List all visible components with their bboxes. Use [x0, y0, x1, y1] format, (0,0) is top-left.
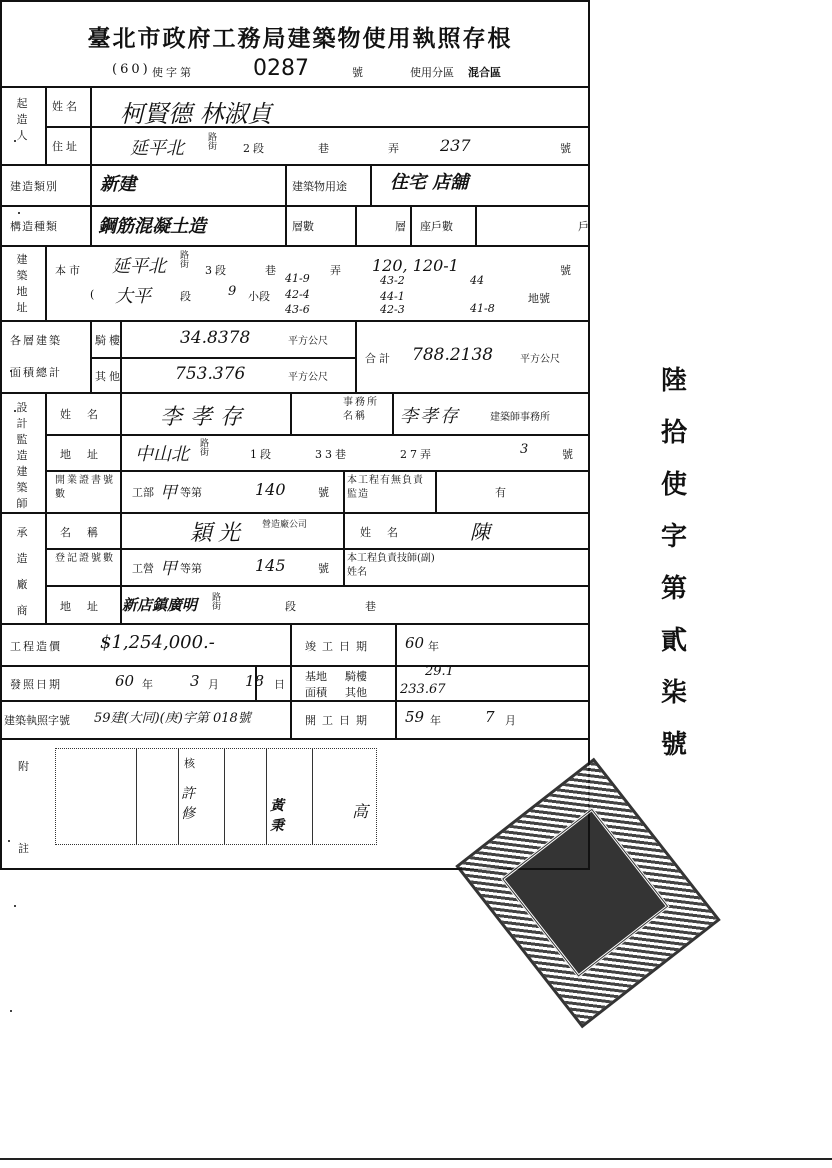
units-label: 座戶數 [420, 220, 453, 233]
contractor-reg-suffix: 號 [318, 562, 332, 575]
site-subsection-unit: 小段 [248, 290, 270, 303]
designer-lane: 33巷 [315, 448, 349, 461]
start-year: 59 [405, 708, 425, 726]
designer-address-street: 中山北 [135, 444, 189, 465]
floors-unit: 層 [395, 220, 409, 233]
site-numbers: 120, 120-1 [372, 256, 459, 275]
contractor-tech-label: 本工程負責技師(副)姓名 [347, 553, 435, 578]
units-unit: 戶 [578, 220, 589, 233]
applicant-road-unit: 路街 [208, 133, 218, 152]
structure-label: 構造種類 [10, 220, 58, 233]
designer-section: 1段 [250, 448, 274, 461]
signature-box [55, 748, 377, 845]
designer-reg-grade: 甲 [160, 483, 177, 503]
contractor-address-label: 地址 [60, 600, 114, 613]
signature-3: 高 [352, 802, 369, 821]
license-prefix: 使字第 [152, 66, 194, 79]
form-title: 臺北市政府工務局建築物使用執照存根 [87, 25, 513, 52]
completion-label: 竣工日期 [305, 640, 373, 653]
signature-label: 核 [184, 757, 198, 770]
other-unit: 平方公尺 [288, 372, 328, 383]
total-label: 合計 [365, 352, 393, 365]
designer-reg-number: 140 [255, 480, 286, 499]
supervisor-label: 本工程有無負責監造 [347, 475, 424, 500]
contractor-lane: 巷 [365, 600, 379, 613]
issue-month: 3 [190, 672, 200, 690]
site-alley: 弄 [330, 264, 344, 277]
contractor-address-value: 新店鎮廣明 [122, 596, 198, 614]
construction-type-label: 建造類別 [10, 180, 58, 193]
designer-number: 3 [520, 442, 529, 457]
supervisor-value: 有 [495, 486, 509, 499]
site-subsection: 9 [228, 284, 237, 299]
contractor-reg-grade: 甲 [160, 559, 177, 579]
applicant-address-label: 住址 [52, 140, 80, 153]
applicant-alley: 弄 [388, 142, 402, 155]
start-month-unit: 月 [505, 714, 519, 727]
arcade-label: 騎樓 [95, 334, 123, 347]
site-lot-8: 41-8 [470, 302, 495, 315]
site-lot-7: 42-3 [380, 303, 405, 316]
other-value: 753.376 [175, 364, 246, 384]
office-value: 李孝存 [400, 406, 460, 427]
designer-group-label: 設計監造建築師 [16, 401, 28, 510]
contractor-reg-label: 登記證號數 [55, 553, 115, 564]
applicant-name-value: 柯賢德 林淑貞 [120, 100, 272, 128]
site-area-label-2: 面積 [305, 686, 327, 699]
total-value: 788.2138 [412, 345, 494, 365]
signature-2: 黃秉 [270, 798, 284, 834]
applicant-lane: 巷 [318, 142, 332, 155]
designer-reg-label: 開業證書號數 [55, 475, 115, 500]
site-land-section-unit: 段 [180, 290, 194, 303]
arcade-unit: 平方公尺 [288, 336, 328, 347]
contractor-person-value: 陳 [470, 520, 490, 544]
side-char-8: 號 [660, 730, 687, 760]
issue-date-label: 發照日期 [10, 678, 62, 691]
building-permit-value: 59建(大同)(庚)字第 018號 [94, 711, 251, 726]
side-char-3: 使 [660, 470, 687, 500]
designer-reg-prefix: 工部 [132, 486, 154, 499]
side-char-7: 柒 [660, 678, 687, 708]
contractor-person-label: 姓名 [360, 526, 414, 539]
building-use-value: 住宅 店舖 [390, 172, 469, 193]
contractor-reg-number: 145 [255, 556, 286, 575]
site-lot-1: 41-9 [285, 272, 310, 285]
contractor-reg-mid: 等第 [180, 562, 202, 575]
issue-month-unit: 月 [208, 678, 222, 691]
start-year-unit: 年 [430, 714, 444, 727]
contractor-name-label: 名稱 [60, 526, 114, 539]
site-lot-2: 43-2 [380, 274, 405, 287]
designer-hao: 號 [562, 448, 576, 461]
zone-value: 混合區 [468, 66, 501, 79]
contractor-name-suffix: 營造廠公司 [262, 520, 308, 530]
site-other-value: 233.67 [400, 682, 446, 697]
site-lot-unit: 地號 [528, 292, 550, 305]
issue-year-unit: 年 [142, 678, 156, 691]
site-paren: ( [90, 288, 98, 301]
side-char-2: 拾 [660, 418, 687, 448]
start-date-label: 開工日期 [305, 714, 373, 727]
floors-label: 層數 [292, 220, 314, 233]
site-other-label: 其他 [345, 686, 367, 699]
total-unit: 平方公尺 [520, 354, 560, 365]
issue-day-unit: 日 [274, 678, 288, 691]
zone-label: 使用分區 [410, 66, 454, 79]
office-suffix: 建築師事務所 [490, 412, 550, 423]
site-lot-6: 43-6 [285, 303, 310, 316]
applicant-hao: 號 [560, 142, 574, 155]
site-lot-4: 42-4 [285, 288, 310, 301]
contractor-group-label: 承造廠商 [16, 526, 28, 617]
site-label: 建築地址 [16, 253, 28, 314]
side-char-1: 陸 [660, 366, 687, 396]
other-label: 其他 [95, 370, 123, 383]
contractor-road-unit: 路街 [212, 593, 222, 612]
building-use-label: 建築物用途 [292, 180, 347, 193]
site-lot-3: 44 [470, 274, 484, 287]
contractor-reg-prefix: 工營 [132, 562, 154, 575]
designer-name-label: 姓名 [60, 408, 114, 421]
site-area-label-1: 基地 [305, 670, 327, 683]
site-land-section: 大平 [115, 286, 151, 307]
site-city: 本市 [55, 264, 83, 277]
applicant-number: 237 [440, 136, 471, 155]
applicant-section: 2段 [243, 142, 267, 155]
remarks-label-top: 附 [18, 760, 32, 773]
floor-area-label-2: 面積總計 [10, 366, 62, 379]
designer-name-value: 李孝存 [160, 405, 251, 430]
site-hao: 號 [560, 264, 574, 277]
site-arcade-label: 騎樓 [345, 670, 367, 683]
signature-1: 許修 [181, 786, 195, 822]
license-suffix: 號 [352, 66, 366, 79]
side-char-4: 字 [660, 522, 687, 552]
contractor-section: 段 [285, 600, 299, 613]
floor-area-label-1: 各層建築 [10, 334, 62, 347]
construction-type-value: 新建 [100, 174, 136, 195]
site-lot-5: 44-1 [380, 290, 405, 303]
designer-road-unit: 路街 [200, 439, 210, 458]
designer-reg-suffix: 號 [318, 486, 332, 499]
applicant-name-label: 姓名 [52, 100, 80, 113]
site-road-unit: 路街 [180, 251, 190, 270]
office-label: 事務所名稱 [343, 397, 379, 422]
side-char-5: 第 [660, 574, 687, 604]
issue-year: 60 [115, 672, 135, 690]
contractor-name-value: 穎光 [190, 521, 247, 546]
license-number: 0287 [253, 56, 309, 81]
issue-day: 18 [245, 672, 265, 690]
completion-year: 60 [405, 634, 425, 652]
site-street: 延平北 [112, 256, 166, 277]
site-lane: 巷 [265, 264, 279, 277]
designer-address-label: 地址 [60, 448, 114, 461]
license-year: (60) [112, 62, 151, 77]
start-month: 7 [485, 708, 495, 726]
cost-value: $1,254,000.- [100, 632, 215, 653]
applicant-address-street: 延平北 [130, 138, 184, 159]
building-permit-label: 建築執照字號 [4, 714, 70, 727]
arcade-value: 34.8378 [180, 328, 251, 348]
applicant-group-label: 起造人 [16, 97, 28, 142]
structure-value: 鋼筋混凝土造 [98, 216, 206, 237]
completion-year-unit: 年 [428, 640, 442, 653]
cost-label: 工程造價 [10, 640, 62, 653]
remarks-label-bottom: 註 [18, 842, 32, 855]
site-arcade-value: 29.1 [425, 664, 454, 679]
site-section: 3段 [205, 264, 229, 277]
designer-reg-mid: 等第 [180, 486, 202, 499]
designer-alley: 27弄 [400, 448, 434, 461]
side-char-6: 貳 [660, 626, 687, 656]
